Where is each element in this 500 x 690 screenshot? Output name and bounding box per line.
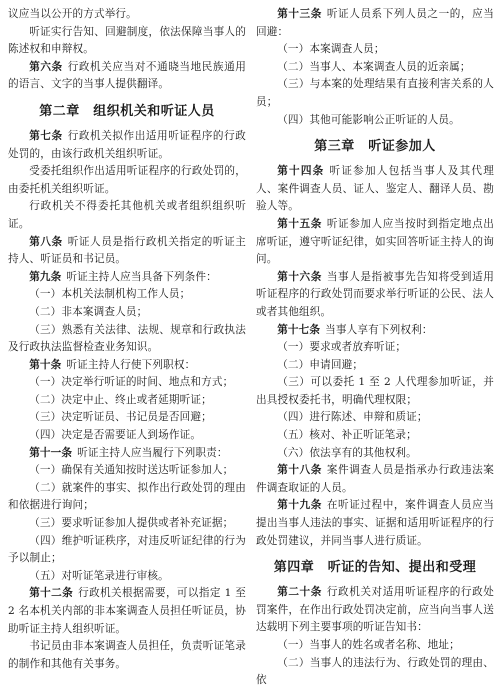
article-text: 听证参加人包括当事人及其代理人、案件调查人员、证人、鉴定人、翻译人员、勘验人等。 xyxy=(256,165,494,213)
article-10 xyxy=(8,357,246,375)
article-text: 行政机关根据需要，可以指定 1 至 2 名本机关内部的非本案调查人员担任听证员，协助听证主持人组织听证。 xyxy=(8,587,246,635)
article-number: 第十四条 xyxy=(277,165,325,178)
article-text: 听证参加人应当按时到指定地点出席听证，遵守听证纪律，如实回答听证主持人的询问。 xyxy=(256,217,494,266)
list-item: （二）非本案调查人员； xyxy=(29,305,148,318)
article-number: 第二十条 xyxy=(277,586,322,599)
article-number: 第八条 xyxy=(29,235,63,248)
paragraph: 书记员由非本案调查人员担任，负责听证笔录的制作和其他有关事务。 xyxy=(8,640,246,670)
list-item: （三）与本案的处理结果有直接利害关系的人员； xyxy=(256,78,494,108)
article-number: 第六条 xyxy=(29,60,63,73)
article-12 xyxy=(8,585,246,638)
list-item: （一）本机关法制机构工作人员； xyxy=(29,288,191,301)
article-number: 第十三条 xyxy=(277,8,322,20)
list-item: （三）要求听证参加人提供或者补充证据； xyxy=(29,517,234,530)
list-item: （四）维护听证秩序，对违反听证纪律的行为予以制止； xyxy=(8,534,246,565)
chapter-heading-4: 第四章 听证的告知、提出和受理 xyxy=(273,560,477,576)
list-item: （二）决定中止、终止或者延期听证； xyxy=(29,393,212,406)
list-item: （一）当事人的姓名或者名称、地址； xyxy=(277,639,460,651)
article-text: 听证人员系下列人员之一的，应当回避： xyxy=(256,8,494,38)
right-column xyxy=(256,6,494,690)
article-20 xyxy=(256,584,494,637)
article-11 xyxy=(8,445,246,463)
list-item: （六）依法享有的其他权利。 xyxy=(277,446,417,459)
list-item: （二）申请回避； xyxy=(277,358,364,371)
article-number: 第十八条 xyxy=(277,464,322,477)
article-14 xyxy=(256,163,494,216)
article-15 xyxy=(256,216,494,269)
article-number: 第十二条 xyxy=(29,587,74,600)
left-column xyxy=(8,6,246,673)
list-item: （四）其他可能影响公正听证的人员。 xyxy=(277,113,460,126)
article-text: 听证主持人应当履行下列职责： xyxy=(77,446,228,459)
article-number: 第九条 xyxy=(29,270,62,283)
article-text: 听证主持人行使下列职权： xyxy=(66,358,196,371)
article-text: 听证人员是指行政机关指定的听证主持人、听证员和书记员。 xyxy=(8,235,246,266)
list-item: （三）决定听证员、书记员是否回避； xyxy=(29,411,212,424)
article-text: 案件调查人员是指承办行政违法案件调查取证的人员。 xyxy=(256,464,494,494)
list-item: （二）当事人的违法行为、行政处罚的理由、依 xyxy=(256,656,494,687)
article-number: 第十五条 xyxy=(277,217,322,230)
paragraph: 受委托组织作出适用听证程序的行政处罚的，由委托机关组织听证。 xyxy=(8,165,246,195)
article-19 xyxy=(256,497,494,550)
article-18 xyxy=(256,462,494,497)
article-text: 行政机关对适用听证程序的行政处罚案件，在作出行政处罚决定前，应当向当事人送达载明下列主要事项的听证告知书： xyxy=(256,586,494,634)
list-item: （五）对听证笔录进行审核。 xyxy=(29,569,169,582)
list-item: （一）要求或者放弃听证； xyxy=(277,341,407,354)
paragraph: 行政机关不得委托其他机关或者组织组织听证。 xyxy=(8,200,246,230)
article-9 xyxy=(8,269,246,287)
article-text: 行政机关拟作出适用听证程序的行政处罚的，由该行政机关组织听证。 xyxy=(8,129,246,160)
article-text: 在听证过程中，案件调查人员应当提出当事人违法的事实、证据和适用听证程序的行政处罚建议，并同当事人进行质证。 xyxy=(256,499,494,547)
article-7 xyxy=(8,128,246,163)
paragraph: 听证实行告知、回避制度，依法保障当事人的陈述权和申辩权。 xyxy=(8,25,246,56)
article-number: 第十九条 xyxy=(277,499,322,512)
list-item: （五）核对、补正听证笔录； xyxy=(277,429,417,442)
article-13 xyxy=(256,6,494,41)
list-item: （四）进行陈述、申辩和质证； xyxy=(277,411,428,424)
list-item: （二）当事人、本案调查人员的近亲属； xyxy=(277,60,471,73)
chapter-heading-2: 第二章 组织机关和听证人员 xyxy=(39,103,215,119)
chapter-heading-3: 第三章 听证参加人 xyxy=(314,139,436,155)
article-17 xyxy=(256,322,494,340)
list-item: （一）确保有关通知按时送达听证参加人； xyxy=(29,464,234,477)
paragraph: 议应当以公开的方式举行。 xyxy=(8,8,137,20)
list-item: （三）可以委托 1 至 2 人代理参加听证，并出具授权委托书，明确代理权限； xyxy=(256,376,494,406)
list-item: （一）本案调查人员； xyxy=(277,43,385,56)
article-number: 第十条 xyxy=(29,358,62,371)
article-number: 第十六条 xyxy=(277,270,322,283)
article-text: 行政机关应当对不通晓当地民族通用的语言、文字的当事人提供翻译。 xyxy=(8,60,246,91)
article-text: 听证主持人应当具备下列条件： xyxy=(66,270,217,283)
list-item: （三）熟悉有关法律、法规、规章和行政执法及行政执法监督检查业务知识。 xyxy=(8,323,246,354)
article-8 xyxy=(8,234,246,269)
list-item: （四）决定是否需要证人到场作证。 xyxy=(29,429,202,442)
article-6 xyxy=(8,59,246,94)
article-text: 当事人是指被事先告知将受到适用听证程序的行政处罚而要求举行听证的公民、法人或者其他组织。 xyxy=(256,270,494,318)
article-number: 第十七条 xyxy=(277,323,321,336)
article-number: 第十一条 xyxy=(29,446,73,459)
article-16 xyxy=(256,269,494,322)
article-number: 第七条 xyxy=(29,129,63,142)
list-item: （一）决定举行听证的时间、地点和方式； xyxy=(29,376,234,389)
article-text: 当事人享有下列权利： xyxy=(325,323,433,336)
list-item: （二）就案件的事实、拟作出行政处罚的理由和依据进行询问； xyxy=(8,481,246,512)
